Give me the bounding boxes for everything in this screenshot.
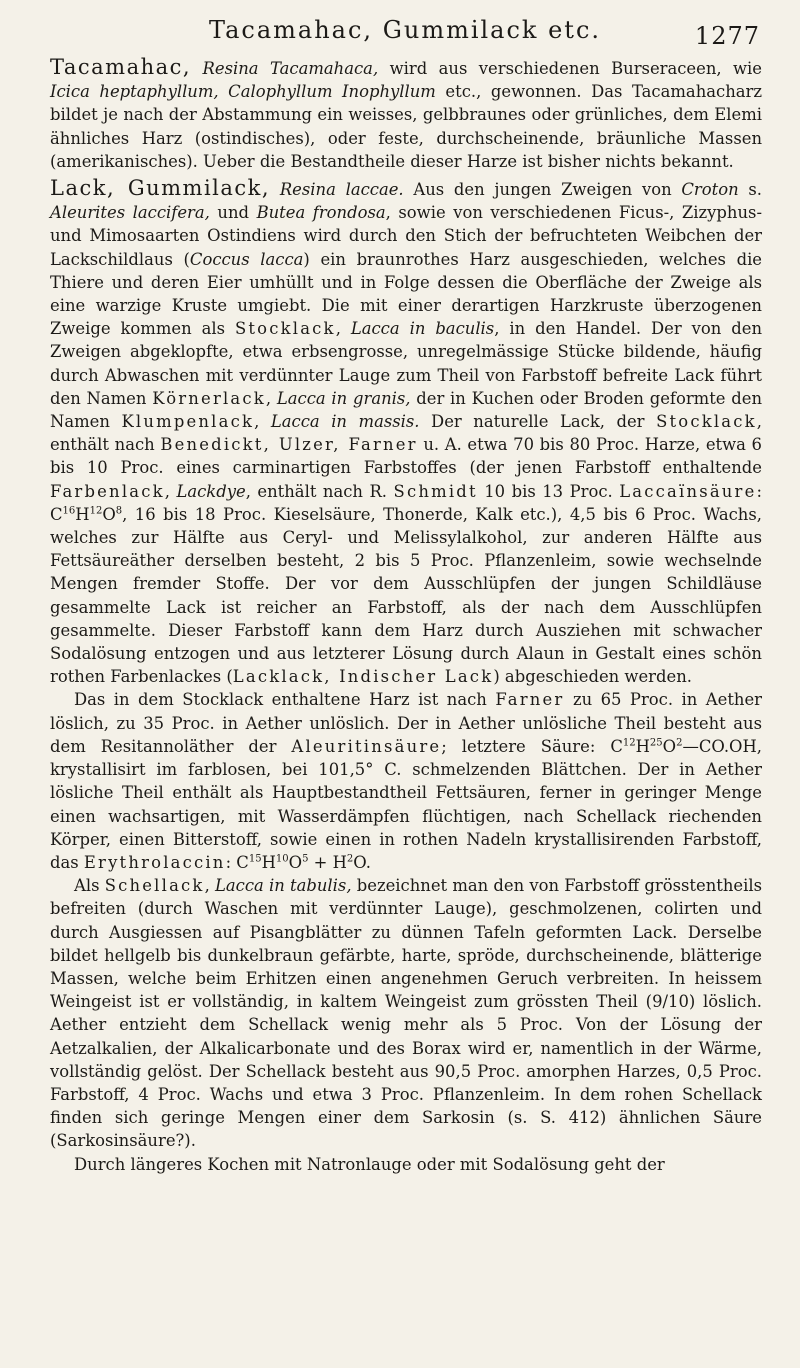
- formula-index: 2: [676, 737, 683, 749]
- formula-index: 16: [62, 505, 76, 517]
- text: , enthält nach: [50, 412, 763, 455]
- text: Durch längeres Kochen mit Natronlauge oder mit Sodalösung geht der: [74, 1154, 665, 1174]
- text: O: [662, 736, 677, 756]
- text: O: [102, 504, 116, 524]
- text: : C: [50, 481, 763, 524]
- formula-index: 8: [115, 505, 123, 517]
- text: u. A. etwa 70 bis 80 Proc. Harze, etwa 6 bis 10 Proc. eines carminartigen Farbstoffes (der jenen Farbstoff enthaltende: [50, 435, 762, 478]
- text: : C: [225, 852, 249, 872]
- entry-tacamahac: [50, 56, 762, 173]
- spaced-term: Körnerlack: [152, 388, 266, 408]
- spaced-term: Farbenlack: [50, 481, 165, 501]
- text: , in den Handel. Der von den Zweigen abgeklopfte, etwa erbsengrosse, unregelmässige Stücke bildende, häufig durch Abwaschen mit verdünnter Lauge zum Theil von Farbstoff befreite Lack führt den Namen: [50, 319, 763, 408]
- text: etc., gewonnen. Das Tacamahacharz bildet je nach der Abstammung ein weisses, gelbbraunes oder grünliches, dem Elemi ähnliches Harz (ostindisches), oder feste, durchscheinende, bräunliche Massen (amerikanisches). Ueber die Bestandtheile dieser Harze ist bisher nichts bekannt.: [50, 82, 762, 171]
- latin-name: Icica heptaphyllum, Calophyllum Inophyllum: [50, 82, 436, 102]
- formula-index: 10: [275, 853, 289, 865]
- formula-index: 5: [302, 853, 309, 865]
- text: Das in dem Stocklack enthaltene Harz ist nach: [74, 690, 496, 710]
- text: H: [635, 736, 650, 756]
- text: ,: [335, 319, 351, 339]
- text: und: [209, 203, 257, 223]
- text: zu 65 Proc. in Aether löslich, zu 35 Proc. in Aether unlöslich. Der in Aether unlösliche Theil besteht aus dem Resitannoläther der: [50, 690, 762, 756]
- latin-name: Lackdye: [176, 481, 246, 501]
- text: , sowie von verschiedenen Ficus-, Zizyphus- und Mimosaarten Ostindiens wird durch den Stich der befruchteten Weibchen der Lackschildlaus (: [50, 203, 762, 269]
- author-names: Benedickt, Ulzer, Farner: [160, 435, 418, 455]
- text: Als: [74, 876, 105, 896]
- headword: Tacamahac,: [50, 55, 192, 79]
- text: 10 bis 13 Proc.: [477, 481, 620, 501]
- text: H: [75, 504, 90, 524]
- latin-name: Lacca in massis.: [270, 412, 420, 432]
- text: Aus den jungen Zweigen von: [403, 180, 682, 200]
- text: ,: [265, 388, 277, 408]
- latin-name: Resina Tacamahaca,: [202, 59, 379, 78]
- fraction: 9/10: [652, 992, 689, 1012]
- body-text: [50, 56, 762, 1176]
- text: , 16 bis 18 Proc. Kieselsäure, Thonerde, Kalk etc.), 4,5 bis 6 Proc. Wachs, welches zur Hälfte aus Ceryl- und Melissylalkohol, zur anderen Hälfte aus Fettsäureäther derselben besteht, 2 bis 5 Proc. Pflanzenleim, sowie wechselnde Mengen fremder Stoffe. Der vor dem Ausschlüpfen der jungen Schildläuse gesammelte Lack ist reicher an Farbstoff, als der nach dem Ausschlüpfen gesammelte. Dieser Farbstoff kann dem Harz durch Ausziehen mit schwacher Sodalösung entzogen und aus letzterer Lösung durch Alaun in Gestalt eines schön rothen Farbenlackes (: [50, 504, 762, 687]
- spaced-term: Aleuritinsäure: [291, 736, 442, 756]
- running-title: Tacamahac, Gummilack etc.: [208, 16, 602, 44]
- formula-index: 12: [622, 737, 636, 749]
- text: O.: [353, 852, 371, 872]
- latin-name: Lacca in granis,: [276, 388, 411, 408]
- latin-name: Lacca in baculis: [350, 319, 495, 339]
- author-name: Schmidt: [393, 481, 478, 501]
- text: ,: [254, 412, 271, 432]
- text: wird aus verschiedenen Burseraceen, wie: [378, 59, 762, 78]
- text: —CO.OH, krystallisirt im farblosen, bei 101,5° C. schmelzenden Blättchen. Der in Aether lösliche Theil enthält als Hauptbestandtheil Fettsäuren, ferner in geringer Menge einen wachsartigen, mit Wasserdämpfen flüchtigen, nach Schellack riechenden Körper, einen Bitterstoff, sowie einen in rothen Nadeln krystallisirenden Farbstoff, das: [50, 736, 762, 872]
- text: s.: [738, 180, 762, 200]
- formula-index: 25: [649, 737, 663, 749]
- spaced-term: Schellack: [104, 876, 205, 896]
- text: H: [261, 852, 276, 872]
- formula-index: 15: [248, 853, 262, 865]
- paragraph-natronlauge: [50, 1153, 762, 1176]
- latin-name: Coccus lacca: [189, 249, 304, 269]
- text: ; letztere Säure: C: [441, 736, 623, 756]
- spaced-term: Stocklack: [234, 319, 336, 339]
- spaced-term: Stocklack: [656, 412, 757, 432]
- text: Der naturelle Lack, der: [419, 412, 657, 432]
- latin-name: Resina laccae.: [279, 180, 404, 200]
- text: ) löslich. Aether entzieht dem Schellack wenig mehr als 5 Proc. Von der Lösung der Aetzalkalien, der Alkalicarbonate und des Borax wird er, namentlich in der Wärme, vollständig gelöst. Der Schellack besteht aus 90,5 Proc. amorphen Harzes, 0,5 Proc. Farbstoff, 4 Proc. Wachs und etwa 3 Proc. Pflanzenleim. In dem rohen Schellack finden sich geringe Mengen einer dem Sarkosin (s. S. 412) ähnlichen Säure (Sarkosinsäure?).: [50, 992, 762, 1151]
- formula-index: 12: [89, 505, 103, 517]
- text: [270, 180, 280, 199]
- text: der in Kuchen oder Broden geformte den Namen: [50, 388, 762, 432]
- text: ) abgeschieden werden.: [493, 667, 692, 687]
- latin-name: Butea frondosa: [256, 203, 386, 223]
- spaced-term: Erythrolaccin: [83, 852, 226, 872]
- entry-lack: [50, 177, 762, 688]
- author-name: Farner: [495, 690, 565, 710]
- text: ,: [204, 876, 215, 896]
- text: + H: [308, 852, 347, 872]
- latin-name: Lacca in tabulis,: [215, 876, 352, 896]
- headword: Lack, Gummilack,: [50, 176, 271, 201]
- spaced-term: Lacklack, Indischer Lack: [232, 667, 494, 687]
- spaced-term: Klumpenlack: [121, 412, 255, 432]
- page-number: 1277: [694, 22, 760, 50]
- formula-index: 2: [346, 853, 354, 865]
- paragraph-schellack: [50, 874, 762, 1152]
- paragraph-stocklack-harz: [50, 688, 762, 874]
- running-header: [50, 14, 760, 50]
- text: [191, 59, 202, 78]
- text: bezeichnet man den von Farbstoff grösstentheils befreiten (durch Waschen mit verdünnter Lauge), geschmolzenen, colirten und durch Ausgiessen auf Pisangblätter zu dünnen Tafeln geformten Lack. Derselbe bildet hellgelb bis dunkelbraun gefärbte, harte, spröde, durchscheinende, blätterige Massen, welche beim Erhitzen einen angenehmen Geruch verbreiten. In heissem Weingeist ist er vollständig, in kaltem Weingeist zum grössten Theil (: [50, 876, 762, 1012]
- latin-name: Croton: [681, 180, 739, 200]
- text: ) ein braunrothes Harz ausgeschieden, welches die Thiere und deren Eier umhüllt und in Folge dessen die Oberfläche der Zweige als eine warzige Kruste umgiebt. Die mit einer derartigen Harzkruste überzogenen Zweige kommen als: [50, 249, 763, 339]
- spaced-term: Laccaïnsäure: [619, 481, 757, 501]
- text: O: [288, 852, 303, 872]
- text: , enthält nach R.: [245, 481, 394, 501]
- latin-name: Aleurites laccifera,: [50, 203, 210, 223]
- text: ,: [164, 481, 177, 501]
